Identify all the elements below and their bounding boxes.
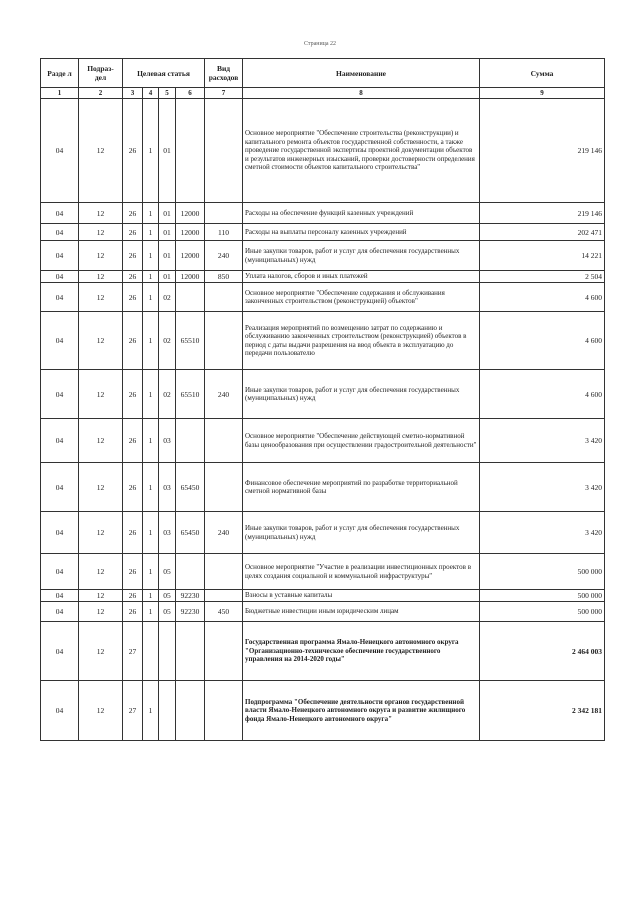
col-num: 7 — [205, 88, 243, 99]
cell-celevaya-2: 1 — [143, 312, 159, 370]
header-naim: Наименование — [243, 59, 480, 88]
cell-celevaya-4: 65450 — [176, 512, 205, 554]
cell-podrazdel: 12 — [79, 224, 123, 241]
table-row — [41, 590, 605, 602]
cell-celevaya-1: 26 — [123, 283, 143, 312]
cell-celevaya-2: 1 — [143, 241, 159, 271]
cell-name: Подпрограмма "Обеспечение деятельности органов государственной власти Ямало-Ненецкого автономного округа и развитие жилищного фонда Ямало-Ненецкого автономного округа" — [243, 681, 480, 741]
col-num: 2 — [79, 88, 123, 99]
column-number-row — [41, 88, 605, 99]
cell-celevaya-3: 03 — [159, 463, 176, 512]
cell-razdel: 04 — [41, 224, 79, 241]
cell-celevaya-2: 1 — [143, 602, 159, 622]
cell-celevaya-3: 05 — [159, 590, 176, 602]
cell-celevaya-4: 65510 — [176, 370, 205, 419]
cell-podrazdel: 12 — [79, 370, 123, 419]
cell-celevaya-4: 65510 — [176, 312, 205, 370]
table-row — [41, 312, 605, 370]
cell-vid: 110 — [205, 224, 243, 241]
header-podrazdel: Подраз- дел — [79, 59, 123, 88]
cell-sum: 219 146 — [480, 99, 605, 203]
cell-razdel: 04 — [41, 463, 79, 512]
cell-name: Уплата налогов, сборов и иных платежей — [243, 271, 480, 283]
cell-celevaya-3 — [159, 681, 176, 741]
cell-celevaya-1: 26 — [123, 419, 143, 463]
cell-celevaya-1: 26 — [123, 241, 143, 271]
cell-celevaya-1: 27 — [123, 622, 143, 681]
table-row — [41, 681, 605, 741]
cell-podrazdel: 12 — [79, 681, 123, 741]
cell-celevaya-2: 1 — [143, 271, 159, 283]
cell-celevaya-3: 01 — [159, 224, 176, 241]
cell-sum: 500 000 — [480, 602, 605, 622]
header-razdel: Разде л — [41, 59, 79, 88]
cell-name: Расходы на обеспечение функций казенных учреждений — [243, 203, 480, 224]
cell-celevaya-4: 12000 — [176, 241, 205, 271]
table-row — [41, 370, 605, 419]
table-row — [41, 512, 605, 554]
cell-celevaya-1: 26 — [123, 271, 143, 283]
cell-celevaya-2: 1 — [143, 463, 159, 512]
cell-vid: 240 — [205, 512, 243, 554]
cell-podrazdel: 12 — [79, 554, 123, 590]
cell-podrazdel: 12 — [79, 512, 123, 554]
cell-celevaya-1: 27 — [123, 681, 143, 741]
cell-podrazdel: 12 — [79, 283, 123, 312]
cell-razdel: 04 — [41, 681, 79, 741]
cell-celevaya-1: 26 — [123, 99, 143, 203]
cell-celevaya-4: 65450 — [176, 463, 205, 512]
cell-podrazdel: 12 — [79, 312, 123, 370]
cell-podrazdel: 12 — [79, 271, 123, 283]
cell-razdel: 04 — [41, 602, 79, 622]
col-num: 9 — [480, 88, 605, 99]
cell-name: Государственная программа Ямало-Ненецкого автономного округа "Организационно-техническое обеспечение государственного управления на 2014-2020 годы" — [243, 622, 480, 681]
cell-celevaya-3: 01 — [159, 99, 176, 203]
page-label: Страница 22 — [303, 41, 337, 47]
cell-name: Иные закупки товаров, работ и услуг для обеспечения государственных (муниципальных) нужд — [243, 512, 480, 554]
col-num: 4 — [143, 88, 159, 99]
table-row — [41, 99, 605, 203]
cell-celevaya-1: 26 — [123, 590, 143, 602]
cell-podrazdel: 12 — [79, 419, 123, 463]
cell-celevaya-2: 1 — [143, 224, 159, 241]
cell-celevaya-4 — [176, 419, 205, 463]
cell-celevaya-3: 01 — [159, 203, 176, 224]
cell-vid — [205, 463, 243, 512]
cell-podrazdel: 12 — [79, 590, 123, 602]
table-row — [41, 224, 605, 241]
cell-razdel: 04 — [41, 99, 79, 203]
cell-vid — [205, 622, 243, 681]
cell-celevaya-4 — [176, 283, 205, 312]
cell-celevaya-1: 26 — [123, 554, 143, 590]
cell-podrazdel: 12 — [79, 241, 123, 271]
cell-name: Бюджетные инвестиции иным юридическим лицам — [243, 602, 480, 622]
cell-celevaya-1: 26 — [123, 312, 143, 370]
cell-sum: 202 471 — [480, 224, 605, 241]
cell-celevaya-3: 05 — [159, 554, 176, 590]
cell-celevaya-1: 26 — [123, 602, 143, 622]
cell-sum: 500 000 — [480, 554, 605, 590]
cell-podrazdel: 12 — [79, 203, 123, 224]
table-row — [41, 622, 605, 681]
cell-sum: 500 000 — [480, 590, 605, 602]
cell-celevaya-2: 1 — [143, 283, 159, 312]
table-row — [41, 554, 605, 590]
col-num: 3 — [123, 88, 143, 99]
cell-celevaya-3: 03 — [159, 512, 176, 554]
cell-podrazdel: 12 — [79, 602, 123, 622]
cell-podrazdel: 12 — [79, 463, 123, 512]
cell-podrazdel: 12 — [79, 99, 123, 203]
cell-celevaya-2: 1 — [143, 370, 159, 419]
cell-celevaya-2: 1 — [143, 99, 159, 203]
cell-celevaya-4: 92230 — [176, 590, 205, 602]
cell-celevaya-2 — [143, 622, 159, 681]
cell-celevaya-2: 1 — [143, 554, 159, 590]
cell-celevaya-3: 02 — [159, 370, 176, 419]
table-row — [41, 203, 605, 224]
cell-sum: 3 420 — [480, 463, 605, 512]
col-num: 8 — [243, 88, 480, 99]
cell-vid — [205, 99, 243, 203]
cell-sum: 2 342 181 — [480, 681, 605, 741]
table-row — [41, 271, 605, 283]
cell-name: Взносы в уставные капиталы — [243, 590, 480, 602]
cell-sum: 3 420 — [480, 512, 605, 554]
table-row — [41, 602, 605, 622]
table-row — [41, 241, 605, 271]
cell-vid — [205, 419, 243, 463]
cell-name: Основное мероприятие "Обеспечение действующей сметно-нормативной базы ценообразования при осуществлении градостроительной деятельности" — [243, 419, 480, 463]
cell-celevaya-2: 1 — [143, 203, 159, 224]
cell-celevaya-2: 1 — [143, 590, 159, 602]
cell-razdel: 04 — [41, 622, 79, 681]
cell-name: Основное мероприятие "Участие в реализации инвестиционных проектов в целях создания социальной и коммунальной инфраструктуры" — [243, 554, 480, 590]
cell-celevaya-4: 12000 — [176, 203, 205, 224]
cell-celevaya-4 — [176, 622, 205, 681]
cell-name: Реализация мероприятий по возмещению затрат по содержанию и обслуживанию законченных строительством (реконструкцией) объектов в период с даты выдачи разрешения на ввод объекта в эксплуатацию до передачи пользователю — [243, 312, 480, 370]
cell-celevaya-1: 26 — [123, 203, 143, 224]
cell-vid: 850 — [205, 271, 243, 283]
header-row — [41, 59, 605, 88]
cell-celevaya-1: 26 — [123, 370, 143, 419]
col-num: 6 — [176, 88, 205, 99]
cell-celevaya-3: 01 — [159, 271, 176, 283]
budget-table — [40, 58, 605, 741]
cell-celevaya-1: 26 — [123, 224, 143, 241]
table-body — [41, 99, 605, 741]
cell-podrazdel: 12 — [79, 622, 123, 681]
cell-celevaya-3: 01 — [159, 241, 176, 271]
cell-celevaya-1: 26 — [123, 512, 143, 554]
cell-sum: 2 464 003 — [480, 622, 605, 681]
cell-vid — [205, 590, 243, 602]
cell-name: Расходы на выплаты персоналу казенных учреждений — [243, 224, 480, 241]
header-celevaya: Целевая статья — [123, 59, 205, 88]
cell-sum: 3 420 — [480, 419, 605, 463]
cell-vid: 240 — [205, 370, 243, 419]
cell-vid — [205, 554, 243, 590]
cell-celevaya-2: 1 — [143, 512, 159, 554]
cell-razdel: 04 — [41, 271, 79, 283]
cell-celevaya-4: 92230 — [176, 602, 205, 622]
cell-celevaya-4: 12000 — [176, 224, 205, 241]
cell-celevaya-2: 1 — [143, 681, 159, 741]
cell-celevaya-2: 1 — [143, 419, 159, 463]
cell-razdel: 04 — [41, 512, 79, 554]
header-summa: Сумма — [480, 59, 605, 88]
cell-celevaya-4 — [176, 554, 205, 590]
cell-razdel: 04 — [41, 370, 79, 419]
col-num: 1 — [41, 88, 79, 99]
cell-vid — [205, 283, 243, 312]
cell-razdel: 04 — [41, 419, 79, 463]
cell-vid: 450 — [205, 602, 243, 622]
cell-razdel: 04 — [41, 241, 79, 271]
table-row — [41, 463, 605, 512]
table-row — [41, 419, 605, 463]
cell-celevaya-3: 05 — [159, 602, 176, 622]
cell-sum: 4 600 — [480, 370, 605, 419]
cell-razdel: 04 — [41, 203, 79, 224]
cell-vid — [205, 312, 243, 370]
cell-razdel: 04 — [41, 312, 79, 370]
cell-sum: 219 146 — [480, 203, 605, 224]
cell-celevaya-3: 03 — [159, 419, 176, 463]
cell-razdel: 04 — [41, 283, 79, 312]
cell-vid — [205, 681, 243, 741]
cell-razdel: 04 — [41, 590, 79, 602]
cell-sum: 4 600 — [480, 312, 605, 370]
cell-sum: 2 504 — [480, 271, 605, 283]
cell-sum: 4 600 — [480, 283, 605, 312]
cell-celevaya-1: 26 — [123, 463, 143, 512]
cell-celevaya-3: 02 — [159, 312, 176, 370]
cell-name: Основное мероприятие "Обеспечение строительства (реконструкции) и капитального ремонта объектов государственной собственности, а также проведение государственной экспертизы проектной документации объектов и результатов инженерных изысканий, проверки достоверности определения сметной стоимости объектов капитального строительства" — [243, 99, 480, 203]
cell-name: Основное мероприятие "Обеспечение содержания и обслуживания законченных строительством (реконструкцией) объектов" — [243, 283, 480, 312]
cell-name: Иные закупки товаров, работ и услуг для обеспечения государственных (муниципальных) нужд — [243, 370, 480, 419]
header-vid: Вид расходов — [205, 59, 243, 88]
table-row — [41, 283, 605, 312]
cell-celevaya-4 — [176, 681, 205, 741]
cell-razdel: 04 — [41, 554, 79, 590]
cell-celevaya-3 — [159, 622, 176, 681]
col-num: 5 — [159, 88, 176, 99]
cell-vid — [205, 203, 243, 224]
cell-celevaya-3: 02 — [159, 283, 176, 312]
cell-celevaya-4: 12000 — [176, 271, 205, 283]
cell-celevaya-4 — [176, 99, 205, 203]
cell-vid: 240 — [205, 241, 243, 271]
cell-name: Иные закупки товаров, работ и услуг для обеспечения государственных (муниципальных) нужд — [243, 241, 480, 271]
cell-name: Финансовое обеспечение мероприятий по разработке территориальной сметной нормативной базы — [243, 463, 480, 512]
cell-sum: 14 221 — [480, 241, 605, 271]
